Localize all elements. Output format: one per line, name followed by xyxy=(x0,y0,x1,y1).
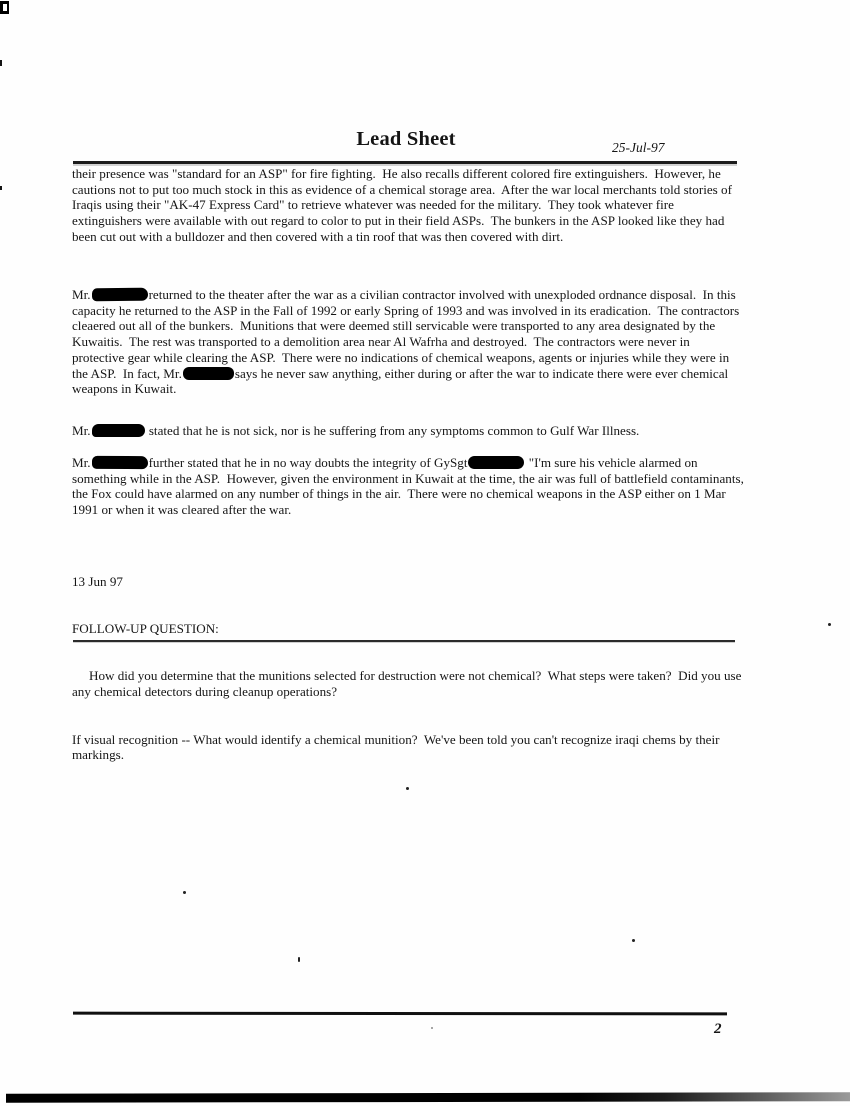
redaction-bar xyxy=(92,424,145,437)
paragraph-text: "I'm sure his vehicle alarmed on something while in the ASP. However, given the environment in Kuwait at the time, the air was full of battlefield contaminants, the Fox could have alarmed on any number of things in the air. There were no chemical weapons in the ASP either on 1 Mar 1991 or when it was cleared after the war. xyxy=(72,455,748,518)
paragraph-text: stated that he is not sick, nor is he suffering from any symptoms common to Gulf War Illness. xyxy=(145,423,640,438)
section-rule xyxy=(73,640,735,642)
followup-heading: FOLLOW-UP QUESTION: xyxy=(72,620,219,636)
document-date: 25-Jul-97 xyxy=(612,140,665,155)
redaction-bar xyxy=(468,456,524,469)
paragraph-text: says he never saw anything, either during or after the war to indicate there were ever chemical weapons in Kuwait. xyxy=(72,365,732,397)
paragraph-text: Mr. xyxy=(72,287,91,302)
scan-speck xyxy=(406,787,409,790)
redaction-bar xyxy=(183,367,234,380)
paragraph-contractor-cleanup xyxy=(72,287,744,397)
scan-speck xyxy=(0,60,2,66)
scan-speck xyxy=(632,939,635,942)
redaction-bar xyxy=(91,288,147,302)
page-number: 2 xyxy=(714,1021,722,1037)
scan-speck xyxy=(298,957,300,962)
scan-artifact-corner-notch xyxy=(3,4,7,11)
paragraph-not-sick xyxy=(72,423,744,439)
paragraph-text: returned to the theater after the war as a civilian contractor involved with unexploded ordnance disposal. In this capacity he returned to the ASP in the Fall of 1992 or early Spring of 1993 and was involved in its eradication. The contractors cleaered out all of the bunkers. Munitions that were deemed still servicable were transported to any area designated by the Kuwaitis. The rest was transported to a demolition area near Al Wafrha and destroyed. The contractors were never in protective gear while clearing the ASP. There were no indications of chemical weapons, agents or injuries while they were in the ASP. In fact, Mr. xyxy=(72,287,743,381)
scan-artifact-bottom-edge xyxy=(6,1092,850,1102)
page-title: Lead Sheet xyxy=(356,128,456,150)
scan-speck xyxy=(828,623,831,626)
followup-question-1: How did you determine that the munitions selected for destruction were not chemical? What steps were taken? Did you use any chemical detectors during cleanup operations? xyxy=(72,668,745,700)
paragraph-gysgt-integrity xyxy=(72,455,748,518)
paragraph-text: their presence was "standard for an ASP" for fire fighting. He also recalls different colored fire extinguishers. However, he cautions not to put too much stock in this as evidence of a chemical storage area. After the war local merchants told stories of Iraqis using their "AK-47 Express Card" to retrieve whatever was needed for the military. They took whatever fire extinguishers were available with out regard to color to put in their field ASPs. The bunkers in the ASP looked like they had been cut out with a bulldozer and then covered with a tin roof that was then covered with dirt. xyxy=(72,166,736,244)
paragraph-text: further stated that he in no way doubts the integrity of GySgt xyxy=(148,455,468,470)
paragraph-fire-extinguishers xyxy=(72,166,744,245)
followup-section xyxy=(72,542,744,795)
footer-rule xyxy=(73,1012,727,1016)
redaction-bar xyxy=(92,456,148,469)
followup-date: 13 Jun 97 xyxy=(72,573,123,589)
paragraph-text: Mr. xyxy=(72,423,91,438)
paragraph-text: Mr. xyxy=(72,455,91,470)
scan-speck xyxy=(0,186,2,190)
scan-speck xyxy=(183,891,186,894)
header-rule xyxy=(73,161,737,164)
followup-question-2: If visual recognition -- What would identify a chemical munition? We've been told you can't recognize iraqi chems by their markings. xyxy=(72,731,723,763)
scan-speck xyxy=(431,1027,433,1029)
